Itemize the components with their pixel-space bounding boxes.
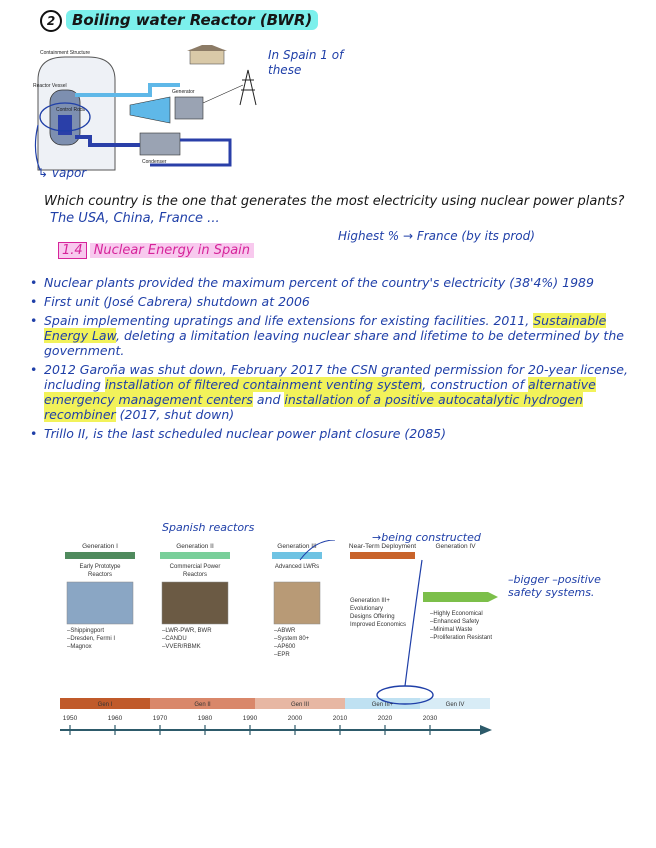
generation-item: –Highly Economical: [430, 611, 483, 617]
bullet-text: , deleting a limitation leaving nuclear share and lifetime to be determined by the government.: [44, 328, 624, 358]
era-bar: [60, 698, 490, 709]
roof: [187, 45, 227, 51]
bullet-item: [30, 313, 640, 358]
reactor-core: [58, 115, 72, 135]
generation-label: Generation I: [82, 543, 118, 550]
generation-item: –Dresden, Fermi I: [67, 636, 116, 642]
section-header: [58, 243, 254, 258]
section-number: 1.4: [58, 242, 87, 259]
bullet-item: [30, 362, 640, 422]
year-label: 2030: [422, 715, 438, 722]
generation-subtitle: Reactors: [182, 572, 208, 578]
year-label: 1950: [62, 715, 78, 722]
spain-note: In Spain 1 of these: [268, 48, 344, 77]
transmission-tower-icon: [240, 70, 256, 105]
generations-figure: [50, 540, 500, 755]
bullet-item: [30, 426, 640, 441]
highlighted-text: installation of filtered containment venting system: [104, 377, 423, 392]
era-label: Gen IV: [445, 702, 465, 708]
section-title: Nuclear Energy in Spain: [90, 243, 254, 258]
year-label: 2010: [332, 715, 348, 722]
bullet-text: , construction of: [422, 377, 528, 392]
bullet-item: [30, 275, 640, 290]
being-constructed-text: being constructed: [381, 531, 481, 544]
arrow-to-constructed: [405, 560, 422, 686]
building-icon: [190, 50, 224, 64]
generation-bar: [65, 552, 135, 559]
generation-item: –EPR: [274, 652, 290, 658]
bwr-diagram: [30, 45, 265, 175]
generation-item: –LWR-PWR, BWR: [162, 628, 212, 634]
generation-subtitle: Commercial Power: [169, 564, 221, 570]
gen4-note: –bigger –positive safety systems.: [508, 573, 601, 599]
generation-label: Generation II: [176, 543, 214, 550]
generation-item: –AP600: [274, 644, 296, 650]
containment-label: Containment Structure: [40, 50, 91, 56]
being-constructed-note: →being constructed: [372, 531, 481, 544]
reactor-photo: [162, 582, 228, 624]
year-label: 2000: [287, 715, 303, 722]
bullet-text: First unit (José Cabrera) shutdown at 2006: [44, 294, 310, 309]
bullet-text: (2017, shut down): [115, 407, 235, 422]
bullet-list: [30, 275, 640, 445]
era-label: Gen III: [290, 702, 310, 708]
bullet-text: Spain implementing upratings and life extensions for existing facilities. 2011,: [44, 313, 534, 328]
axis-arrowhead: [480, 725, 492, 735]
condenser-label: Condenser: [142, 159, 167, 165]
vessel-label: Reactor Vessel: [33, 83, 67, 89]
page-title: [40, 10, 318, 32]
generation-bar: [350, 552, 415, 559]
year-label: 1990: [242, 715, 258, 722]
vapor-text: vapor: [51, 166, 87, 180]
bullet-text: and: [252, 392, 285, 407]
generation-subtitle: Generation III+: [350, 598, 390, 604]
year-label: 1960: [107, 715, 123, 722]
power-line: [203, 85, 243, 103]
generation-bar: [272, 552, 322, 559]
generator: [175, 97, 203, 119]
era-label: Gen III+: [371, 702, 394, 708]
highlighted-text: alternative emergency management centers: [44, 377, 596, 407]
year-label: 1970: [152, 715, 168, 722]
generation-subtitle: Reactors: [87, 572, 113, 578]
generation-item: –Proliferation Resistant: [430, 635, 493, 641]
year-label: 2020: [377, 715, 393, 722]
generation-arrow: [423, 592, 498, 602]
bullet-text: 2012 Garoña was shut down, February 2017 the CSN granted permission for 20-year license, including: [44, 362, 628, 392]
generation-subtitle: Improved Economics: [350, 622, 407, 628]
reactor-photo: [67, 582, 133, 624]
bullet-text: Trillo II, is the last scheduled nuclear power plant closure (2085): [44, 426, 446, 441]
rods-label: Control Rods: [56, 107, 86, 113]
generation-columns: [65, 543, 498, 658]
era-label: Gen I: [97, 702, 113, 708]
year-label: 1980: [197, 715, 213, 722]
generation-item: –Shippingport: [67, 628, 105, 634]
question-text: Which country is the one that generates the most electricity using nuclear power plants?: [44, 194, 625, 209]
question: [44, 193, 634, 227]
question-answer: The USA, China, France ...: [50, 211, 220, 226]
generation-subtitle: Evolutionary: [350, 606, 384, 612]
generation-label: Generation IV: [435, 543, 476, 550]
generation-subtitle: Early Prototype: [79, 564, 121, 570]
generation-item: –Minimal Waste: [430, 627, 473, 633]
generation-item: –System 80+: [274, 636, 310, 642]
generation-item: –Enhanced Safety: [430, 619, 480, 625]
bullet-text: Nuclear plants provided the maximum percent of the country's electricity (38'4%) 1989: [44, 275, 594, 290]
generation-item: –CANDU: [162, 636, 187, 642]
vapor-note: ↳ vapor: [38, 166, 87, 180]
generation-item: –ABWR: [274, 628, 296, 634]
generation-item: –Magnox: [67, 644, 92, 650]
year-axis: [60, 715, 492, 735]
spanish-reactors-note: Spanish reactors: [162, 521, 255, 534]
title-text: Boiling water Reactor (BWR): [66, 10, 318, 30]
turbine: [130, 97, 170, 123]
reactor-photo: [274, 582, 320, 624]
title-number: 2: [40, 10, 62, 32]
era-label: Gen II: [194, 702, 211, 708]
generation-subtitle: Advanced LWRs: [274, 564, 320, 570]
generation-bar: [160, 552, 230, 559]
generator-label: Generator: [172, 89, 195, 95]
generation-label: Generation III: [277, 543, 317, 550]
generation-subtitle: Designs Offering: [350, 614, 395, 620]
condenser: [140, 133, 180, 155]
highest-note: Highest % → France (by its prod): [338, 229, 535, 243]
generation-label: Near-Term Deployment: [348, 543, 417, 550]
bullet-item: [30, 294, 640, 309]
generation-item: –VVER/RBMK: [162, 644, 201, 650]
highlighted-text: installation of a positive autocatalytic hydrogen recombiner: [44, 392, 583, 422]
highlighted-text: Sustainable Energy Law: [44, 313, 607, 343]
